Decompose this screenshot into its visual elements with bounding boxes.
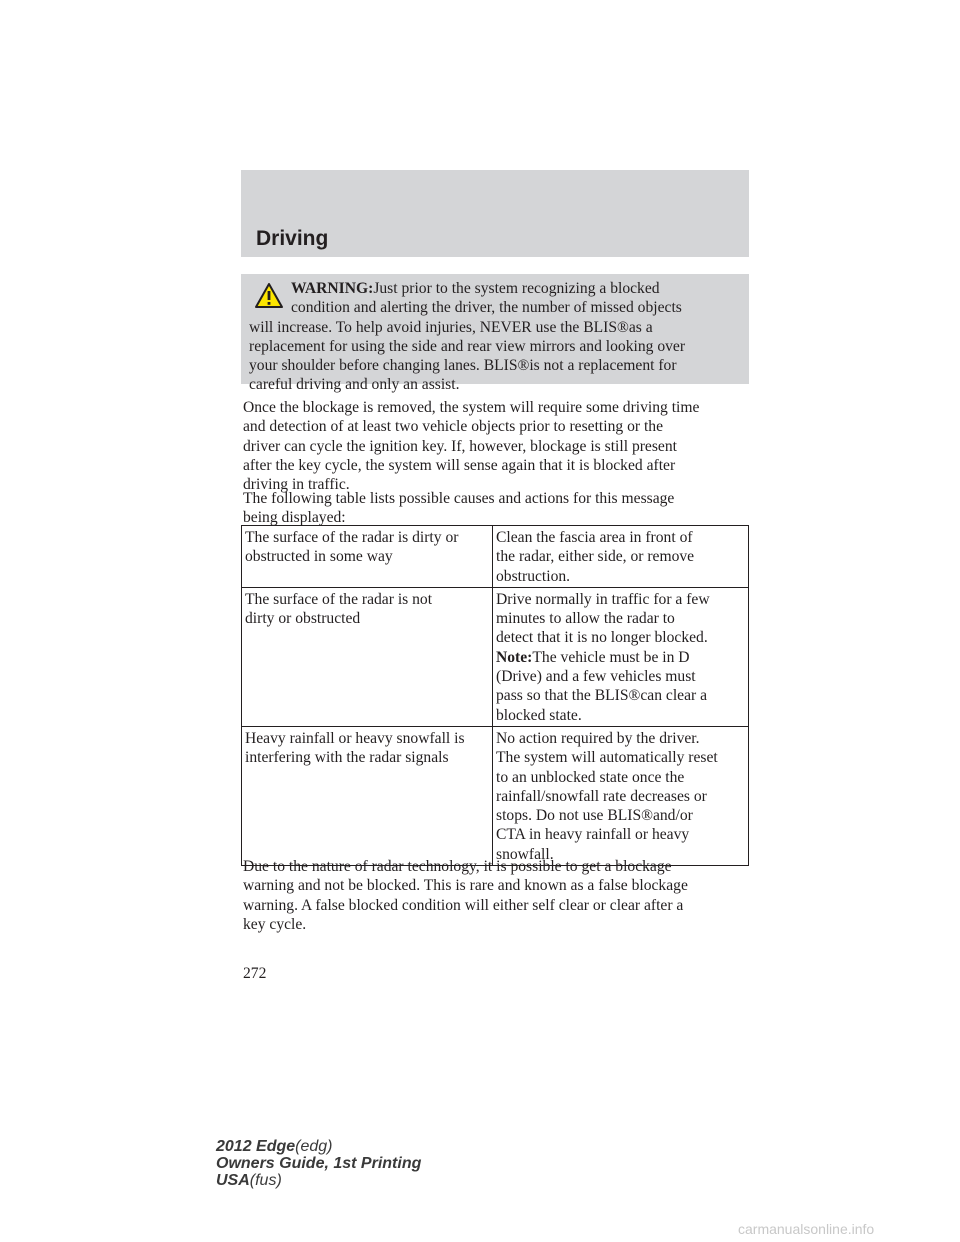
text-line: key cycle. bbox=[243, 915, 307, 933]
warning-line: Just prior to the system recognizing a blocked bbox=[373, 280, 660, 297]
cell-line: The surface of the radar is not bbox=[245, 590, 433, 608]
cell-line: dirty or obstructed bbox=[245, 610, 361, 628]
warning-line: condition and alerting the driver, the number of missed objects bbox=[291, 299, 682, 317]
warning-box bbox=[241, 274, 749, 394]
section-title: Driving bbox=[256, 227, 329, 250]
text-line: driving in traffic. bbox=[243, 476, 350, 494]
false-blockage-paragraph bbox=[243, 857, 753, 934]
cell-line: interfering with the radar signals bbox=[245, 749, 449, 767]
text-line: warning. A false blocked condition will either self clear or clear after a bbox=[243, 896, 684, 914]
footer-market-code: (fus) bbox=[249, 1172, 282, 1189]
text-line: after the key cycle, the system will sense again that it is blocked after bbox=[243, 456, 676, 474]
cell-line: Drive normally in traffic for a few bbox=[496, 590, 710, 608]
cell-line: rainfall/snowfall rate decreases or bbox=[496, 787, 707, 805]
section-header bbox=[241, 170, 749, 257]
cell-line: obstructed in some way bbox=[245, 548, 393, 566]
note-label: Note: bbox=[496, 648, 533, 666]
table-row bbox=[242, 726, 749, 865]
action-cell bbox=[493, 726, 749, 865]
cell-line: Heavy rainfall or heavy snowfall is bbox=[245, 729, 465, 747]
text-line: and detection of at least two vehicle objects prior to resetting or the bbox=[243, 418, 664, 436]
warning-line: replacement for using the side and rear view mirrors and looking over bbox=[249, 337, 686, 355]
warning-line: your shoulder before changing lanes. BLIS®is not a replacement for bbox=[249, 357, 677, 375]
warning-text bbox=[249, 279, 745, 395]
cell-line: The system will automatically reset bbox=[496, 749, 718, 767]
action-cell bbox=[493, 587, 749, 726]
footer-guide: Owners Guide, 1st Printing bbox=[216, 1155, 422, 1172]
cause-cell bbox=[242, 526, 493, 588]
cell-line: minutes to allow the radar to bbox=[496, 610, 675, 628]
watermark: carmanualsonline.info bbox=[738, 1221, 875, 1237]
footer-model-code: (edg) bbox=[295, 1138, 333, 1155]
cell-line: No action required by the driver. bbox=[496, 729, 700, 747]
cause-cell bbox=[242, 587, 493, 726]
text-line: being displayed: bbox=[243, 509, 346, 527]
warning-line: careful driving and only an assist. bbox=[249, 376, 460, 394]
print-footer bbox=[216, 1138, 421, 1189]
text-line: driver can cycle the ignition key. If, however, blockage is still present bbox=[243, 437, 677, 455]
table-intro-paragraph bbox=[243, 489, 753, 528]
table-row bbox=[242, 587, 749, 726]
cell-line: The vehicle must be in D bbox=[532, 648, 690, 666]
warning-label: WARNING: bbox=[291, 280, 374, 297]
text-line: Due to the nature of radar technology, it is possible to get a blockage bbox=[243, 858, 672, 875]
text-line: warning and not be blocked. This is rare and known as a false blockage bbox=[243, 877, 688, 895]
cell-line: detect that it is no longer blocked. bbox=[496, 629, 708, 647]
cell-line: Clean the fascia area in front of bbox=[496, 529, 693, 546]
action-cell bbox=[493, 526, 749, 588]
page-number: 272 bbox=[243, 965, 267, 982]
text-line: The following table lists possible causes and actions for this message bbox=[243, 490, 675, 507]
cell-line: The surface of the radar is dirty or bbox=[245, 529, 459, 546]
cell-line: stops. Do not use BLIS®and/or bbox=[496, 807, 693, 825]
cell-line: (Drive) and a few vehicles must bbox=[496, 668, 696, 686]
cell-line: the radar, either side, or remove bbox=[496, 548, 695, 566]
blockage-removed-paragraph bbox=[243, 398, 753, 494]
text-line: Once the blockage is removed, the system will require some driving time bbox=[243, 399, 700, 416]
footer-market: USA bbox=[216, 1172, 250, 1189]
cell-line: obstruction. bbox=[496, 567, 571, 585]
causes-actions-table bbox=[241, 525, 749, 866]
cell-line: pass so that the BLIS®can clear a bbox=[496, 687, 708, 705]
cell-line: blocked state. bbox=[496, 706, 582, 724]
cell-line: snowfall. bbox=[496, 845, 554, 863]
footer-model: 2012 Edge bbox=[216, 1138, 296, 1155]
cell-line: to an unblocked state once the bbox=[496, 768, 685, 786]
cause-cell bbox=[242, 726, 493, 865]
warning-line: will increase. To help avoid injuries, NEVER use the BLIS®as a bbox=[249, 318, 653, 336]
cell-line: CTA in heavy rainfall or heavy bbox=[496, 826, 690, 844]
table-row bbox=[242, 526, 749, 588]
